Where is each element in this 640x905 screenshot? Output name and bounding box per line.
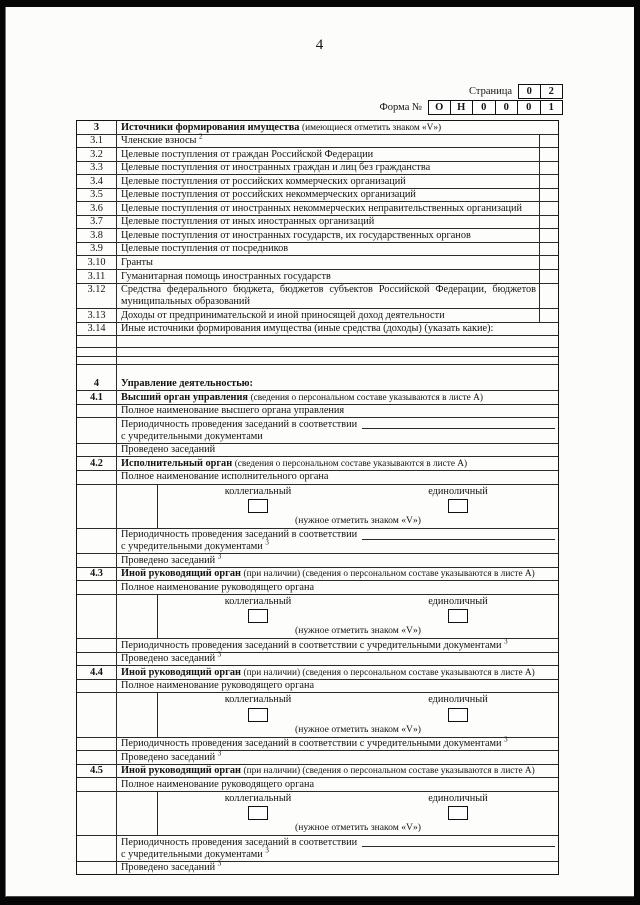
row-number: [77, 529, 117, 554]
periodicity-row: [77, 418, 558, 444]
row-text: Средства федерального бюджета, бюджетов субъектов Российской Федерации, бюджетов муниципальных образований: [121, 284, 536, 308]
row-number: [77, 444, 117, 457]
digit-box: 1: [541, 100, 564, 115]
section4-header-row: [77, 378, 558, 392]
mark-cell[interactable]: [539, 270, 558, 283]
periodicity-line: Периодичность проведения заседаний в соответствии: [121, 837, 555, 849]
mark-cell[interactable]: [539, 148, 558, 161]
org-title-row: [77, 457, 558, 471]
sole-label: единоличный: [428, 485, 488, 497]
row-text: Целевые поступления от российских коммерческих организаций: [121, 175, 406, 187]
table-row: [77, 216, 558, 230]
table-row: [77, 202, 558, 216]
page-label: Страница: [468, 86, 512, 97]
table-row: [77, 162, 558, 176]
row-number: [77, 639, 117, 652]
fill-in-line[interactable]: [117, 348, 558, 356]
name-field[interactable]: Полное наименование руководящего органа: [121, 680, 315, 692]
collegial-option: [158, 694, 358, 721]
section-spacer: [77, 365, 558, 377]
periodicity-line: Периодичность проведения заседаний в соответствии с учредительными документами $^3$: [121, 735, 508, 750]
periodicity-text: [117, 418, 558, 443]
digit-box: Н: [451, 100, 474, 115]
row-number: [77, 485, 117, 528]
mark-cell[interactable]: [539, 216, 558, 229]
table-row: [77, 148, 558, 162]
row-number: 3.4: [77, 175, 117, 188]
row-number: [77, 418, 117, 443]
org-type-block: [157, 792, 558, 835]
row-text: Иной руководящий орган (при наличии) (сведения о персональном составе указываются в листе А): [121, 568, 535, 580]
row-number: 4.1: [77, 391, 117, 404]
collegial-option: [158, 486, 358, 513]
collegial-label: коллегиальный: [224, 694, 292, 706]
collegial-checkbox[interactable]: [248, 499, 268, 513]
row-text: Высший орган управления (сведения о персональном составе указываются в листе А): [121, 391, 483, 403]
row-number: [77, 581, 117, 594]
digit-box: 0: [518, 100, 541, 115]
sessions-held-text: Проведено заседаний $^3$: [121, 552, 222, 566]
sole-checkbox[interactable]: [448, 609, 468, 623]
org-type-block: [157, 693, 558, 736]
row-number: [77, 862, 117, 875]
sessions-held-text: Проведено заседаний: [121, 444, 216, 456]
org-type-cell: [117, 693, 558, 736]
digit-box: 0: [518, 84, 541, 99]
mark-cell[interactable]: [539, 202, 558, 215]
name-field-row: [77, 405, 558, 419]
table-row: [77, 189, 558, 203]
digit-box: 0: [496, 100, 519, 115]
fill-in-line[interactable]: [362, 419, 555, 430]
mark-instruction: (нужное отметить знаком «V»): [295, 514, 421, 526]
section3-header-row: [77, 121, 558, 135]
row-number: 4.4: [77, 666, 117, 679]
periodicity-row: [77, 639, 558, 653]
periodicity-row: [77, 529, 558, 555]
row-number: [77, 693, 117, 736]
row-number: 4.3: [77, 568, 117, 581]
form-number-boxes: [428, 100, 563, 115]
collegial-checkbox[interactable]: [248, 609, 268, 623]
blank-fill-row: [77, 348, 558, 357]
table-row: [77, 229, 558, 243]
digit-box: О: [428, 100, 451, 115]
row-number: 3.14: [77, 323, 117, 336]
sessions-held-row: [77, 751, 558, 765]
org-type-cell: [117, 792, 558, 835]
row-number: [77, 653, 117, 666]
org-type-row: [77, 693, 558, 737]
periodicity-line: с учредительными документами: [121, 430, 263, 442]
mark-cell[interactable]: [539, 284, 558, 309]
org-type-row: [77, 792, 558, 836]
row-text: Источники формирования имущества (имеющиеся отметить знаком «V»): [121, 121, 442, 133]
name-field-row: [77, 680, 558, 694]
mark-cell[interactable]: [539, 175, 558, 188]
scanned-form-page: [5, 7, 634, 897]
row-number: 4: [77, 378, 117, 391]
row-number: 4.2: [77, 457, 117, 470]
row-number: [77, 680, 117, 693]
row-text: Иной руководящий орган (при наличии) (сведения о персональном составе указываются в листе А): [121, 666, 535, 678]
row-text: Целевые поступления от граждан Российской Федерации: [121, 148, 374, 160]
row-text: Целевые поступления от иностранных некоммерческих неправительственных организаций: [121, 202, 523, 214]
periodicity-text: [117, 735, 558, 751]
sole-checkbox[interactable]: [448, 708, 468, 722]
row-text: Целевые поступления от иностранных граждан и лиц без гражданства: [121, 162, 431, 174]
sole-label: единоличный: [428, 596, 488, 608]
org-type-row: [77, 485, 558, 529]
mark-cell[interactable]: [539, 256, 558, 269]
periodicity-row: [77, 735, 558, 752]
row-number: [77, 336, 117, 347]
row-number: [77, 405, 117, 418]
collegial-label: коллегиальный: [224, 485, 292, 497]
name-field[interactable]: Полное наименование исполнительного органа: [121, 471, 329, 483]
table-row: [77, 284, 558, 310]
fill-in-line[interactable]: [117, 336, 558, 347]
collegial-checkbox[interactable]: [248, 806, 268, 820]
table-row: [77, 175, 558, 189]
collegial-option: [158, 596, 358, 623]
mark-cell[interactable]: [539, 135, 558, 148]
row-text: Управление деятельностью:: [121, 378, 253, 390]
periodicity-line: Периодичность проведения заседаний в соответствии: [121, 529, 555, 541]
table-row: [77, 256, 558, 270]
row-text: Целевые поступления от российских некоммерческих организаций: [121, 189, 416, 201]
name-field-row: [77, 778, 558, 792]
sole-option: [358, 486, 558, 513]
collegial-option: [158, 793, 358, 820]
name-field[interactable]: Полное наименование руководящего органа: [121, 778, 315, 790]
periodicity-text: [117, 639, 558, 652]
org-type-block: [157, 485, 558, 528]
row-number: 3.6: [77, 202, 117, 215]
row-text: Иные источники формирования имущества (иные средства (доходы) (указать какие):: [121, 323, 494, 335]
table-row: [77, 132, 558, 149]
table-row: [77, 243, 558, 257]
row-text: Гранты: [121, 256, 153, 268]
row-number: [77, 595, 117, 638]
row-number: 3.5: [77, 189, 117, 202]
sessions-held-text: Проведено заседаний $^3$: [121, 859, 222, 874]
row-number: 3.11: [77, 270, 117, 283]
spacer-cell: [117, 365, 558, 377]
digit-box: 2: [541, 84, 564, 99]
table-row: [77, 323, 558, 337]
row-text: Исполнительный орган (сведения о персональном составе указываются в листе А): [121, 457, 468, 469]
mark-cell[interactable]: [539, 229, 558, 242]
sessions-held-row: [77, 859, 558, 875]
sole-label: единоличный: [428, 792, 488, 804]
name-field-row: [77, 471, 558, 485]
org-title-row: [77, 666, 558, 680]
mark-cell[interactable]: [539, 162, 558, 175]
org-type-cell: [117, 595, 558, 638]
row-number: [77, 738, 117, 751]
row-text: Целевые поступления от иных иностранных организаций: [121, 216, 375, 228]
sole-label: единоличный: [428, 694, 488, 706]
digit-box: 0: [473, 100, 496, 115]
org-type-cell: [117, 485, 558, 528]
periodicity-line: Периодичность проведения заседаний в соответствии: [121, 419, 555, 431]
form-header: [379, 84, 563, 116]
org-title-row: [77, 391, 558, 405]
row-number: 3.7: [77, 216, 117, 229]
row-text: Целевые поступления от иностранных государств, их государственных органов: [121, 229, 471, 241]
row-number: 3.12: [77, 284, 117, 309]
org-type-columns: [158, 793, 558, 820]
row-number: [77, 836, 117, 861]
mark-instruction: (нужное отметить знаком «V»): [295, 625, 421, 637]
sole-option: [358, 694, 558, 721]
page-number: 4: [315, 37, 325, 53]
table-row: [77, 309, 558, 323]
sessions-held-row: [77, 444, 558, 458]
row-number: [77, 792, 117, 835]
blank-fill-row: [77, 336, 558, 348]
periodicity-text: [117, 529, 558, 554]
form-code-row: [379, 100, 563, 115]
row-number: 3.9: [77, 243, 117, 256]
sole-option: [358, 596, 558, 623]
mark-instruction: (нужное отметить знаком «V»): [295, 821, 421, 833]
row-text: Членские взносы $^2$: [121, 132, 203, 147]
name-field[interactable]: Полное наименование руководящего органа: [121, 581, 315, 593]
org-type-columns: [158, 486, 558, 513]
sole-checkbox[interactable]: [448, 806, 468, 820]
collegial-checkbox[interactable]: [248, 708, 268, 722]
mark-cell[interactable]: [539, 309, 558, 322]
periodicity-row: [77, 836, 558, 862]
mark-cell[interactable]: [539, 189, 558, 202]
mark-cell[interactable]: [539, 243, 558, 256]
sole-option: [358, 793, 558, 820]
form-table: [76, 120, 559, 875]
mark-instruction: (нужное отметить знаком «V»): [295, 723, 421, 735]
sessions-held-row: [77, 554, 558, 568]
periodicity-line: с учредительными документами $^3$: [121, 538, 269, 553]
row-number: 3.8: [77, 229, 117, 242]
periodicity-text: [117, 836, 558, 861]
row-text: Иной руководящий орган (при наличии) (сведения о персональном составе указываются в листе А): [121, 765, 535, 777]
row-number: 3.2: [77, 148, 117, 161]
sessions-held-text: Проведено заседаний $^3$: [121, 650, 222, 665]
org-title-row: [77, 568, 558, 582]
blank-fill-row: [77, 357, 558, 365]
page-number-boxes: [518, 84, 563, 99]
row-number: [77, 778, 117, 791]
sole-checkbox[interactable]: [448, 499, 468, 513]
row-number: 3.10: [77, 256, 117, 269]
sessions-held-row: [77, 650, 558, 667]
org-type-columns: [158, 596, 558, 623]
row-number: 3.1: [77, 135, 117, 148]
row-number: [77, 554, 117, 567]
name-field-row: [77, 581, 558, 595]
row-text: Доходы от предпринимательской и иной приносящей доход деятельности: [121, 309, 445, 321]
sessions-held-text: Проведено заседаний $^3$: [121, 749, 222, 763]
org-title-row: [77, 765, 558, 779]
form-number-label: Форма №: [379, 102, 422, 113]
row-number: 3.13: [77, 309, 117, 322]
fill-in-line[interactable]: [117, 357, 558, 364]
row-number: 4.5: [77, 765, 117, 778]
row-number: [77, 365, 117, 377]
row-number: 3: [77, 121, 117, 134]
fill-in-line[interactable]: [362, 837, 555, 848]
row-number: [77, 471, 117, 484]
collegial-label: коллегиальный: [224, 596, 292, 608]
collegial-label: коллегиальный: [224, 792, 292, 804]
row-text: Гуманитарная помощь иностранных государств: [121, 270, 331, 282]
row-number: 3.3: [77, 162, 117, 175]
row-number: [77, 357, 117, 364]
table-row: [77, 270, 558, 284]
org-type-row: [77, 595, 558, 639]
org-type-block: [157, 595, 558, 638]
row-text: Целевые поступления от посредников: [121, 243, 289, 255]
name-field[interactable]: Полное наименование высшего органа управления: [121, 405, 345, 417]
periodicity-line: с учредительными документами $^3$: [121, 846, 269, 860]
periodicity-line: Периодичность проведения заседаний в соответствии с учредительными документами $^3$: [121, 637, 508, 651]
page-code-row: [379, 84, 563, 99]
row-number: [77, 751, 117, 764]
row-number: [77, 348, 117, 356]
fill-in-line[interactable]: [362, 529, 555, 540]
org-type-columns: [158, 694, 558, 721]
